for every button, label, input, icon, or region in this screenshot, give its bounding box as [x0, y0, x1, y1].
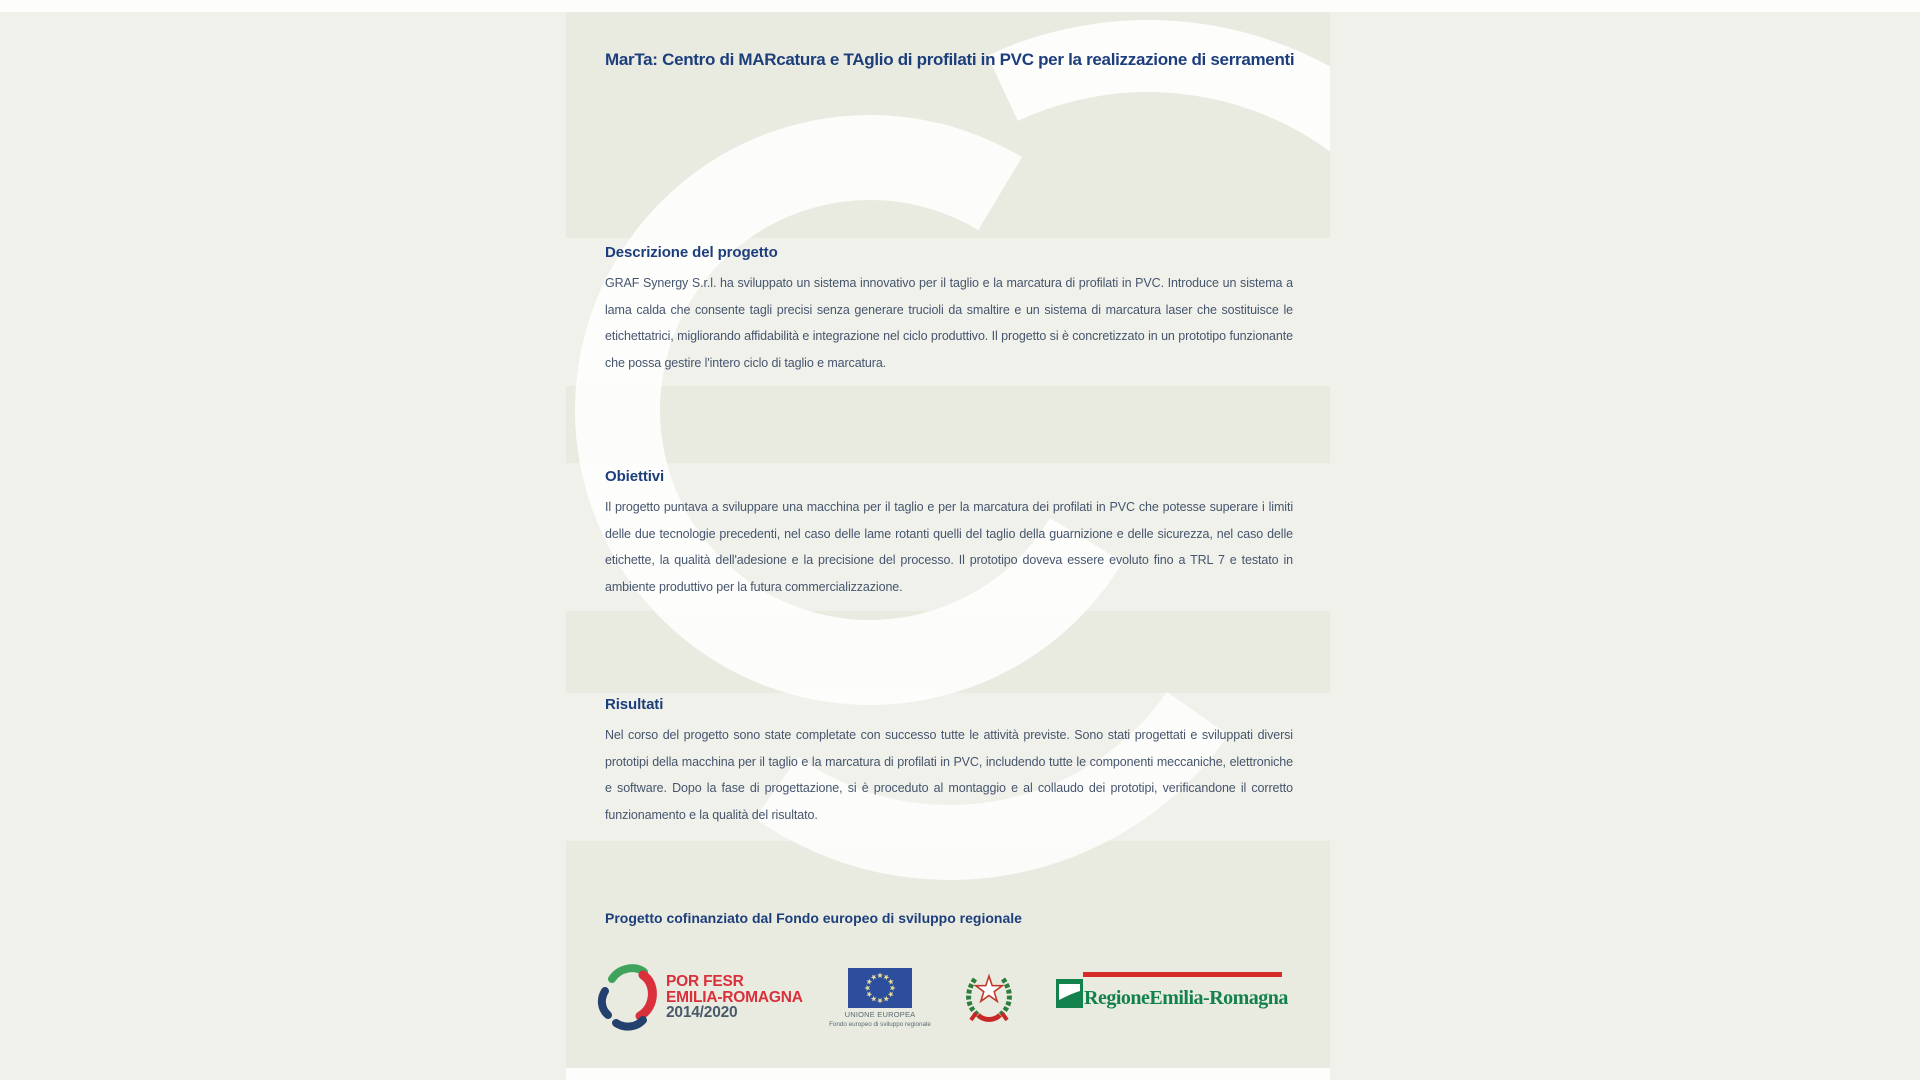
bottom-white-band	[566, 1068, 1330, 1080]
rer-symbol-icon	[1056, 979, 1083, 1008]
por-fesr-program: POR FESR	[666, 973, 744, 990]
rer-red-bar	[1083, 972, 1282, 977]
eu-caption	[818, 1010, 942, 1030]
section-body-risultati: Nel corso del progetto sono state completate con successo tutte le attività previste. Sono stati progettati e sviluppati diversi prototipi della macchina per il taglio e la marcatura di profilati in PVC, includendo tutte le componenti meccaniche, elettroniche e software. Dopo la fase di progettazione, si è proceduto al montaggio e al collaudo dei prototipi, verificandone il corretto funzionamento e la qualità del risultato.	[605, 728, 1293, 822]
eu-subtitle: Fondo europeo di sviluppo regionale	[829, 1021, 931, 1028]
por-fesr-swirl-icon	[596, 963, 658, 1031]
section-heading-risultati: Risultati	[605, 696, 664, 713]
eu-name: UNIONE EUROPEA	[844, 1010, 916, 1019]
section-heading-obiettivi: Obiettivi	[605, 468, 665, 485]
section-heading-descrizione: Descrizione del progetto	[605, 244, 778, 261]
italy-emblem-icon	[964, 966, 1014, 1026]
logos-bar	[566, 952, 1330, 1062]
funding-note: Progetto cofinanziato dal Fondo europeo di sviluppo regionale	[605, 910, 1022, 926]
eu-flag-icon	[848, 968, 912, 1008]
top-white-band	[0, 0, 1920, 12]
page-title: MarTa: Centro di MARcatura e TAglio di profilati in PVC per la realizzazione di serramenti	[605, 50, 1295, 69]
por-fesr-region: EMILIA-ROMAGNA	[666, 988, 803, 1006]
por-fesr-period: 2014/2020	[666, 1004, 738, 1021]
document-page	[566, 12, 1330, 1080]
section-body-descrizione: GRAF Synergy S.r.l. ha sviluppato un sistema innovativo per il taglio e la marcatura di profilati in PVC. Introduce un sistema a lama calda che consente tagli precisi senza generare trucioli da smaltire e un sistema di marcatura laser che sostituisce le etichettatrici, migliorando affidabilità e integrazione nel ciclo produttivo. Il progetto si è concretizzato in un prototipo funzionante che possa gestire l'intero ciclo di taglio e marcatura.	[605, 276, 1293, 370]
por-fesr-text	[666, 974, 803, 1021]
rer-name: RegioneEmilia-Romagna	[1084, 987, 1288, 1009]
rer-logo	[1056, 970, 1288, 1014]
section-body-obiettivi: Il progetto puntava a sviluppare una macchina per il taglio e per la marcatura dei profilati in PVC che potesse superare i limiti delle due tecnologie precedenti, nel caso delle lame rotanti quelli del taglio della guarnizione e delle sicurezza, nel caso delle etichette, la qualità dell'adesione e la precisione del processo. Il prototipo doveva essere evoluto fino a TRL 7 e testato in ambiente produttivo per la futura commercializzazione.	[605, 500, 1293, 594]
